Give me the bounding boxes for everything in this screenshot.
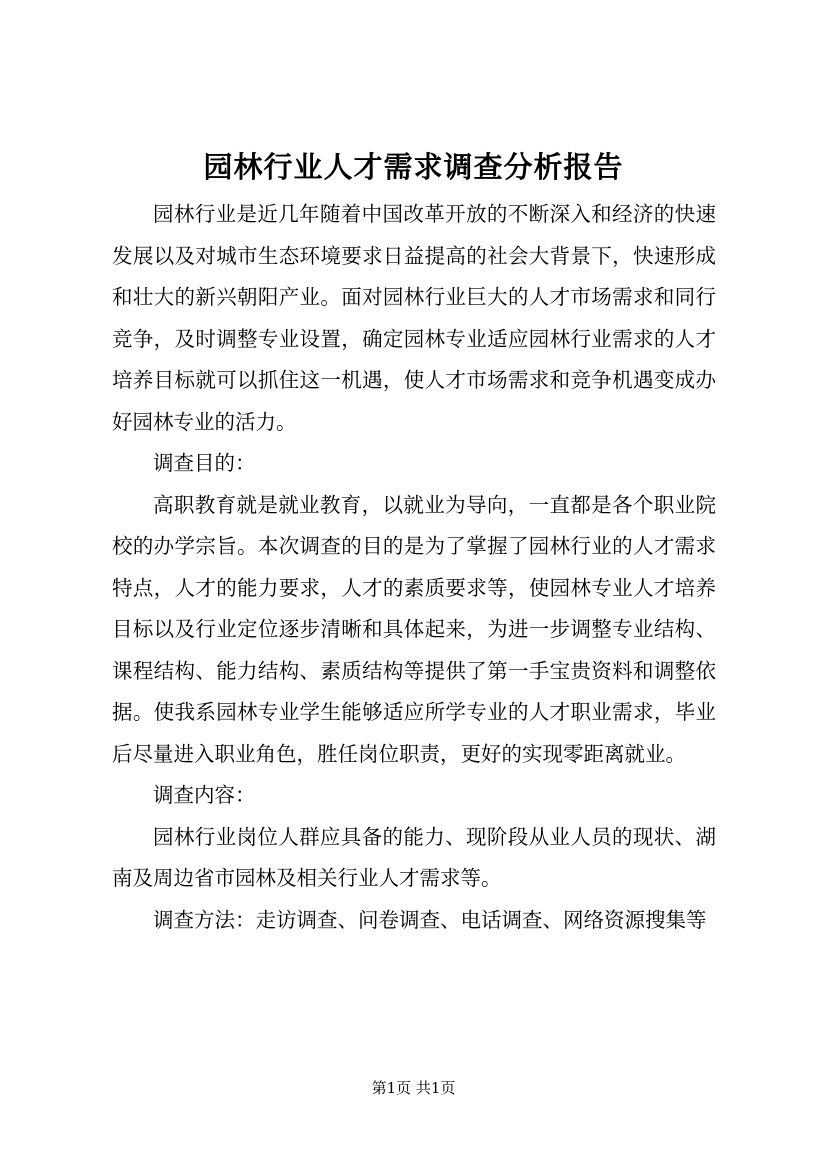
paragraph-content: 园林行业岗位人群应具备的能力、现阶段从业人员的现状、湖南及周边省市园林及相关行业人才需求等。 — [112, 824, 716, 890]
paragraph-intro: 园林行业是近几年随着中国改革开放的不断深入和经济的快速发展以及对城市生态环境要求日益提高的社会大背景下，快速形成和壮大的新兴朝阳产业。面对园林行业巨大的人才市场需求和同行竞争，及时调整专业设置，确定园林专业适应园林行业需求的人才培养目标就可以抓住这一机遇，使人才市场需求和竞争机遇变成办好园林专业的活力。 — [112, 202, 716, 434]
paragraph-method: 调查方法：走访调查、问卷调查、电话调查、网络资源搜集等 — [153, 907, 707, 932]
heading-purpose: 调查目的： — [153, 451, 256, 475]
document-body — [112, 194, 716, 941]
paragraph-purpose: 高职教育就是就业教育，以就业为导向，一直都是各个职业院校的办学宗旨。本次调查的目的是为了掌握了园林行业的人才需求特点，人才的能力要求，人才的素质要求等，使园林专业人才培养目标以及行业定位逐步清晰和具体起来，为进一步调整专业结构、课程结构、能力结构、素质结构等提供了第一手宝贵资料和调整依据。使我系园林专业学生能够适应所学专业的人才职业需求，毕业后尽量进入职业角色，胜任岗位职责，更好的实现零距离就业。 — [112, 492, 716, 766]
page-footer: 第1页 共1页 — [371, 1079, 456, 1097]
heading-content: 调查内容： — [153, 783, 256, 807]
document-title: 园林行业人才需求调查分析报告 — [203, 150, 624, 184]
